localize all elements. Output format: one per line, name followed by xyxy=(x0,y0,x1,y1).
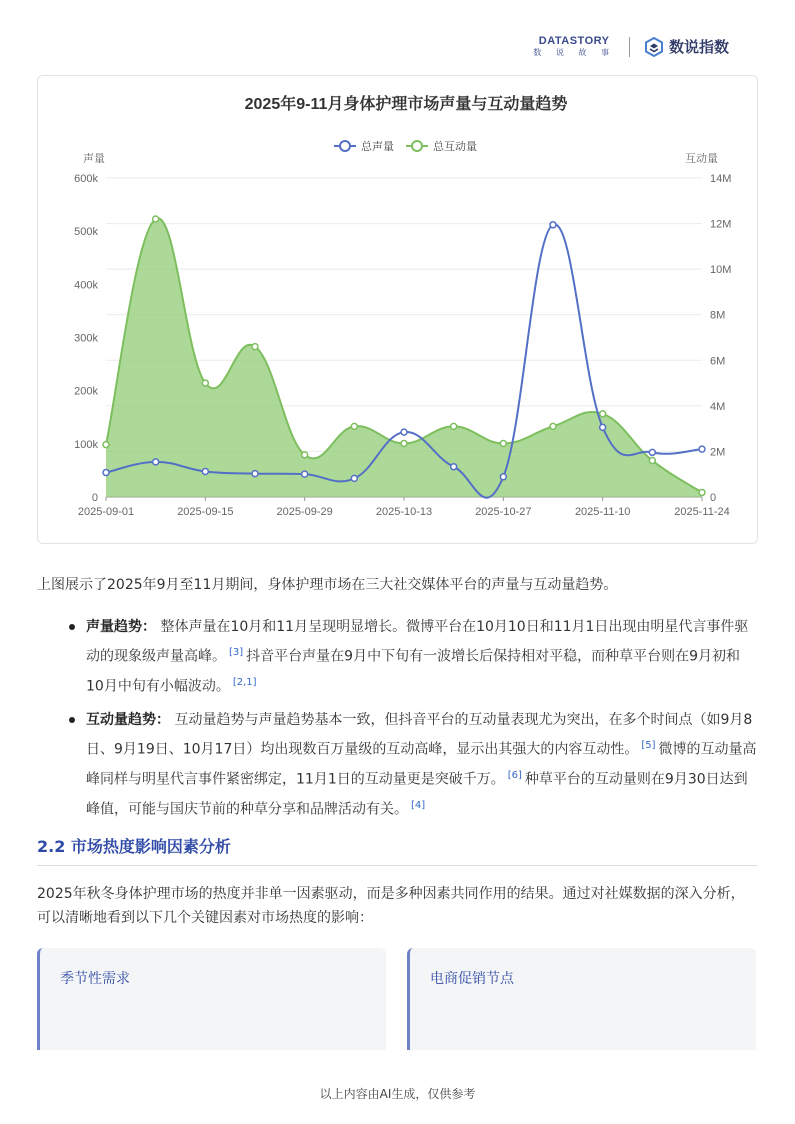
x-tick-label: 2025-09-01 xyxy=(77,506,135,518)
x-tick-label: 2025-11-24 xyxy=(674,506,730,518)
y-right-tick-label: 0 xyxy=(710,492,717,504)
legend-label: 总声量 xyxy=(361,141,394,153)
data-point-interaction xyxy=(252,344,258,350)
legend-label: 总互动量 xyxy=(433,141,477,153)
data-point-interaction xyxy=(699,489,705,495)
y-right-axis-label: 互动量 xyxy=(685,153,718,165)
data-point-interaction xyxy=(103,442,109,448)
bullet-interaction-label: 互动量趋势： xyxy=(86,712,170,729)
bullet-interaction xyxy=(37,707,757,822)
bullet-interaction-text3: 种草平台的互动量则在9月30日达到峰值，可能与国庆节前的种草分享和品牌活动有关。 xyxy=(86,771,748,818)
trend-bullets xyxy=(37,614,757,830)
data-point-volume xyxy=(401,429,407,435)
data-point-volume xyxy=(351,475,357,481)
data-point-interaction xyxy=(401,440,407,446)
header-divider xyxy=(629,37,630,57)
x-tick-label: 2025-09-29 xyxy=(276,506,333,518)
bullet-volume-text2: 抖音平台声量在9月中下旬有一波增长后保持相对平稳，而种草平台则在9月初和10月中旬有小幅波动。 xyxy=(86,648,740,695)
datastory-cn: 数 说 故 事 xyxy=(533,48,615,57)
x-tick-label: 2025-09-15 xyxy=(177,506,234,518)
data-point-volume xyxy=(202,468,208,474)
bullet-volume-label: 声量趋势： xyxy=(86,619,156,635)
x-tick-label: 2025-11-10 xyxy=(574,506,631,518)
x-tick-label: 2025-10-13 xyxy=(375,506,433,518)
data-point-interaction xyxy=(153,216,159,222)
data-point-interaction xyxy=(202,380,208,386)
data-point-volume xyxy=(103,470,109,476)
legend-swatch-marker xyxy=(412,141,422,151)
y-right-tick-label: 10M xyxy=(710,264,732,277)
data-point-volume xyxy=(500,474,506,480)
legend-swatch-marker xyxy=(340,141,350,151)
section-title: 2.2 市场热度影响因素分析 xyxy=(37,834,757,866)
data-point-volume xyxy=(153,459,159,465)
chart-intro: 上图展示了2025年9月至11月期间，身体护理市场在三大社交媒体平台的声量与互动量趋势。 xyxy=(37,577,618,593)
citation-link[interactable]: [4] xyxy=(411,799,426,811)
y-left-tick-label: 0 xyxy=(91,492,98,504)
y-left-tick-label: 500k xyxy=(74,226,98,239)
y-right-tick-label: 8M xyxy=(710,309,726,322)
y-left-tick-label: 300k xyxy=(74,332,98,345)
datastory-en: DATASTORY xyxy=(538,35,610,47)
citation-link[interactable]: [3] xyxy=(229,647,244,658)
y-left-axis-label: 声量 xyxy=(83,153,105,165)
citation-link[interactable]: [6] xyxy=(507,769,522,781)
section-intro: 2025年秋冬身体护理市场的热度并非单一因素驱动，而是多种因素共同作用的结果。通过对社媒数据的深入分析，可以清晰地看到以下几个关键因素对市场热度的影响： xyxy=(37,886,745,926)
y-left-tick-label: 400k xyxy=(74,279,98,292)
data-point-interaction xyxy=(451,423,457,429)
chart-title: 2025年9-11月身体护理市场声量与互动量趋势 xyxy=(244,96,568,113)
data-point-volume xyxy=(550,222,556,228)
shushuo-logo-icon xyxy=(644,37,664,57)
shushuo-logo xyxy=(644,36,729,57)
factor-card-ecommerce xyxy=(407,948,756,1050)
y-right-tick-label: 6M xyxy=(710,355,726,368)
citation-link[interactable]: [5] xyxy=(641,740,656,752)
x-tick-label: 2025-10-27 xyxy=(475,506,532,518)
y-right-tick-label: 14M xyxy=(710,173,732,185)
data-point-volume xyxy=(649,449,655,455)
trend-chart xyxy=(38,76,757,543)
data-point-volume xyxy=(451,464,457,470)
y-left-tick-label: 100k xyxy=(74,438,98,451)
data-point-volume xyxy=(302,471,308,477)
y-right-tick-label: 4M xyxy=(710,400,726,413)
y-left-tick-label: 200k xyxy=(74,385,98,398)
data-point-interaction xyxy=(302,452,308,458)
factor-card-title: 季节性需求 xyxy=(60,971,130,987)
data-point-interaction xyxy=(351,423,357,429)
data-point-volume xyxy=(699,446,705,452)
data-point-interaction xyxy=(600,411,606,417)
y-right-tick-label: 2M xyxy=(710,446,726,459)
ai-disclaimer: 以上内容由AI生成，仅供参考 xyxy=(319,1087,476,1101)
citation-link[interactable]: [2,1] xyxy=(232,676,257,688)
factor-card-title: 电商促销节点 xyxy=(430,971,514,987)
datastory-logo xyxy=(533,36,615,57)
bullet-interaction-text1: 互动量趋势与声量趋势基本一致，但抖音平台的互动量表现尤为突出，在多个时间点（如9月8日、9月19日、10月17日）均出现数百万量级的互动高峰，显示出其强大的内容互动性。 xyxy=(86,712,753,758)
data-point-volume xyxy=(600,424,606,430)
bullet-interaction-text2: 微博的互动量高峰同样与明星代言事件紧密绑定，11月1日的互动量更是突破千万。 xyxy=(86,741,757,788)
y-left-tick-label: 600k xyxy=(74,173,98,185)
trend-chart-card xyxy=(37,75,758,544)
factor-card-seasonal xyxy=(37,948,386,1050)
data-point-interaction xyxy=(649,458,655,464)
data-point-interaction xyxy=(550,423,556,429)
header xyxy=(533,36,729,57)
data-point-interaction xyxy=(500,440,506,446)
bullet-volume xyxy=(37,614,757,699)
data-point-volume xyxy=(252,471,258,477)
y-right-tick-label: 12M xyxy=(710,218,732,231)
bullet-volume-text1: 整体声量在10月和11月呈现明显增长。微博平台在10月10日和11月1日出现由明星代言事件驱动的现象级声量高峰。 xyxy=(86,619,749,665)
brand-name: 数说指数 xyxy=(668,38,729,56)
